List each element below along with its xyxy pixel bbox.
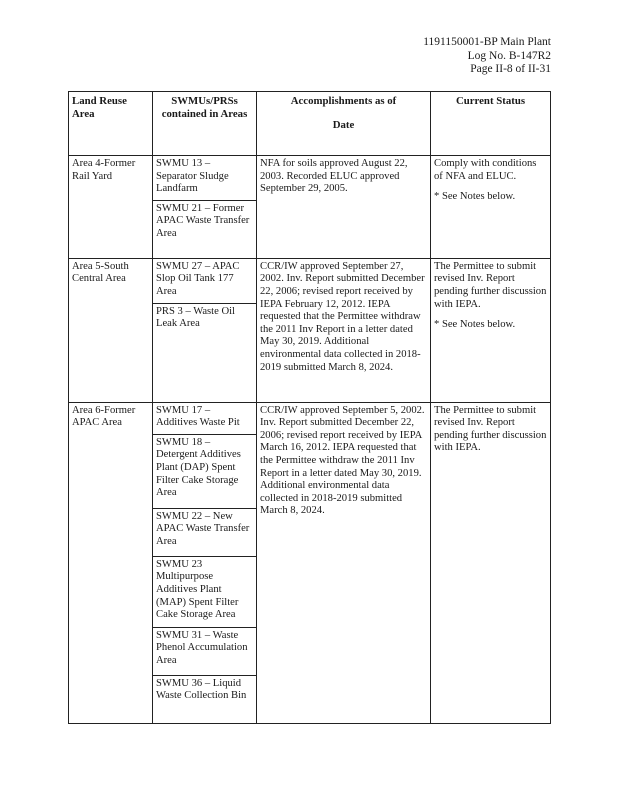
log-number: Log No. B-147R2 [467,49,551,62]
swmu-cell: SWMU 23 Multipurpose Additives Plant (MAP) Spent Filter Cake Storage Area [153,556,257,627]
swmu-cell: SWMU 27 – APAC Slop Oil Tank 177 Area [153,258,257,303]
column-header-status: Current Status [431,92,551,156]
status-cell [431,402,551,723]
status-note: * See Notes below. [434,191,516,203]
accomplishments-header-line1: Accomplishments as of [290,95,397,107]
land-reuse-table [68,91,551,724]
table-header-row [69,92,551,156]
table-row [69,258,551,303]
swmu-cell: SWMU 17 – Additives Waste Pit [153,402,257,434]
table-row [69,402,551,434]
document-id: 1191150001-BP Main Plant [423,36,551,48]
area-cell: Area 4-Former Rail Yard [69,156,153,259]
page-header [423,36,551,77]
swmu-cell: SWMU 21 – Former APAC Waste Transfer Area [153,200,257,258]
swmu-cell: SWMU 36 – Liquid Waste Collection Bin [153,675,257,723]
page-number: Page II-8 of II-31 [470,63,551,75]
column-header-accomplishments [257,92,431,156]
swmu-cell: SWMU 31 – Waste Phenol Accumulation Area [153,627,257,675]
column-header-area: Land Reuse Area [69,92,153,156]
status-cell [431,258,551,402]
accomplishments-header-line2: Date [332,118,355,131]
accomplishments-cell: CCR/IW approved September 27, 2002. Inv. Report submitted December 22, 2006; revised report received by IEPA February 12, 2012. IEPA requested that the Permittee withdraw the 2011 Inv Report in a letter dated May 30, 2019. Additional environmental data collected in 2018-2019 submitted March 8, 2024. [257,258,431,402]
swmu-cell: SWMU 13 – Separator Sludge Landfarm [153,156,257,201]
status-text: Comply with conditions of NFA and ELUC. [434,158,537,182]
swmu-cell: PRS 3 – Waste Oil Leak Area [153,303,257,402]
area-cell: Area 6-Former APAC Area [69,402,153,723]
status-note: * See Notes below. [434,319,516,331]
status-text: The Permittee to submit revised Inv. Report pending further discussion with IEPA. [434,404,547,454]
status-text: The Permittee to submit revised Inv. Report pending further discussion with IEPA. [434,260,547,310]
column-header-swmus: SWMUs/PRSs contained in Areas [153,92,257,156]
swmu-cell: SWMU 18 – Detergent Additives Plant (DAP) Spent Filter Cake Storage Area [153,434,257,508]
table-row [69,156,551,201]
status-cell [431,156,551,259]
area-cell: Area 5-South Central Area [69,258,153,402]
swmu-cell: SWMU 22 – New APAC Waste Transfer Area [153,508,257,556]
accomplishments-cell: NFA for soils approved August 22, 2003. Recorded ELUC approved September 29, 2005. [257,156,431,259]
accomplishments-cell: CCR/IW approved September 5, 2002. Inv. Report submitted December 22, 2006; revised report received by IEPA March 16, 2012. IEPA requested that the Permittee withdraw the 2011 Inv Report in a letter dated May 30, 2019. Additional environmental data collected in 2018-2019 submitted March 8, 2024. [257,402,431,723]
